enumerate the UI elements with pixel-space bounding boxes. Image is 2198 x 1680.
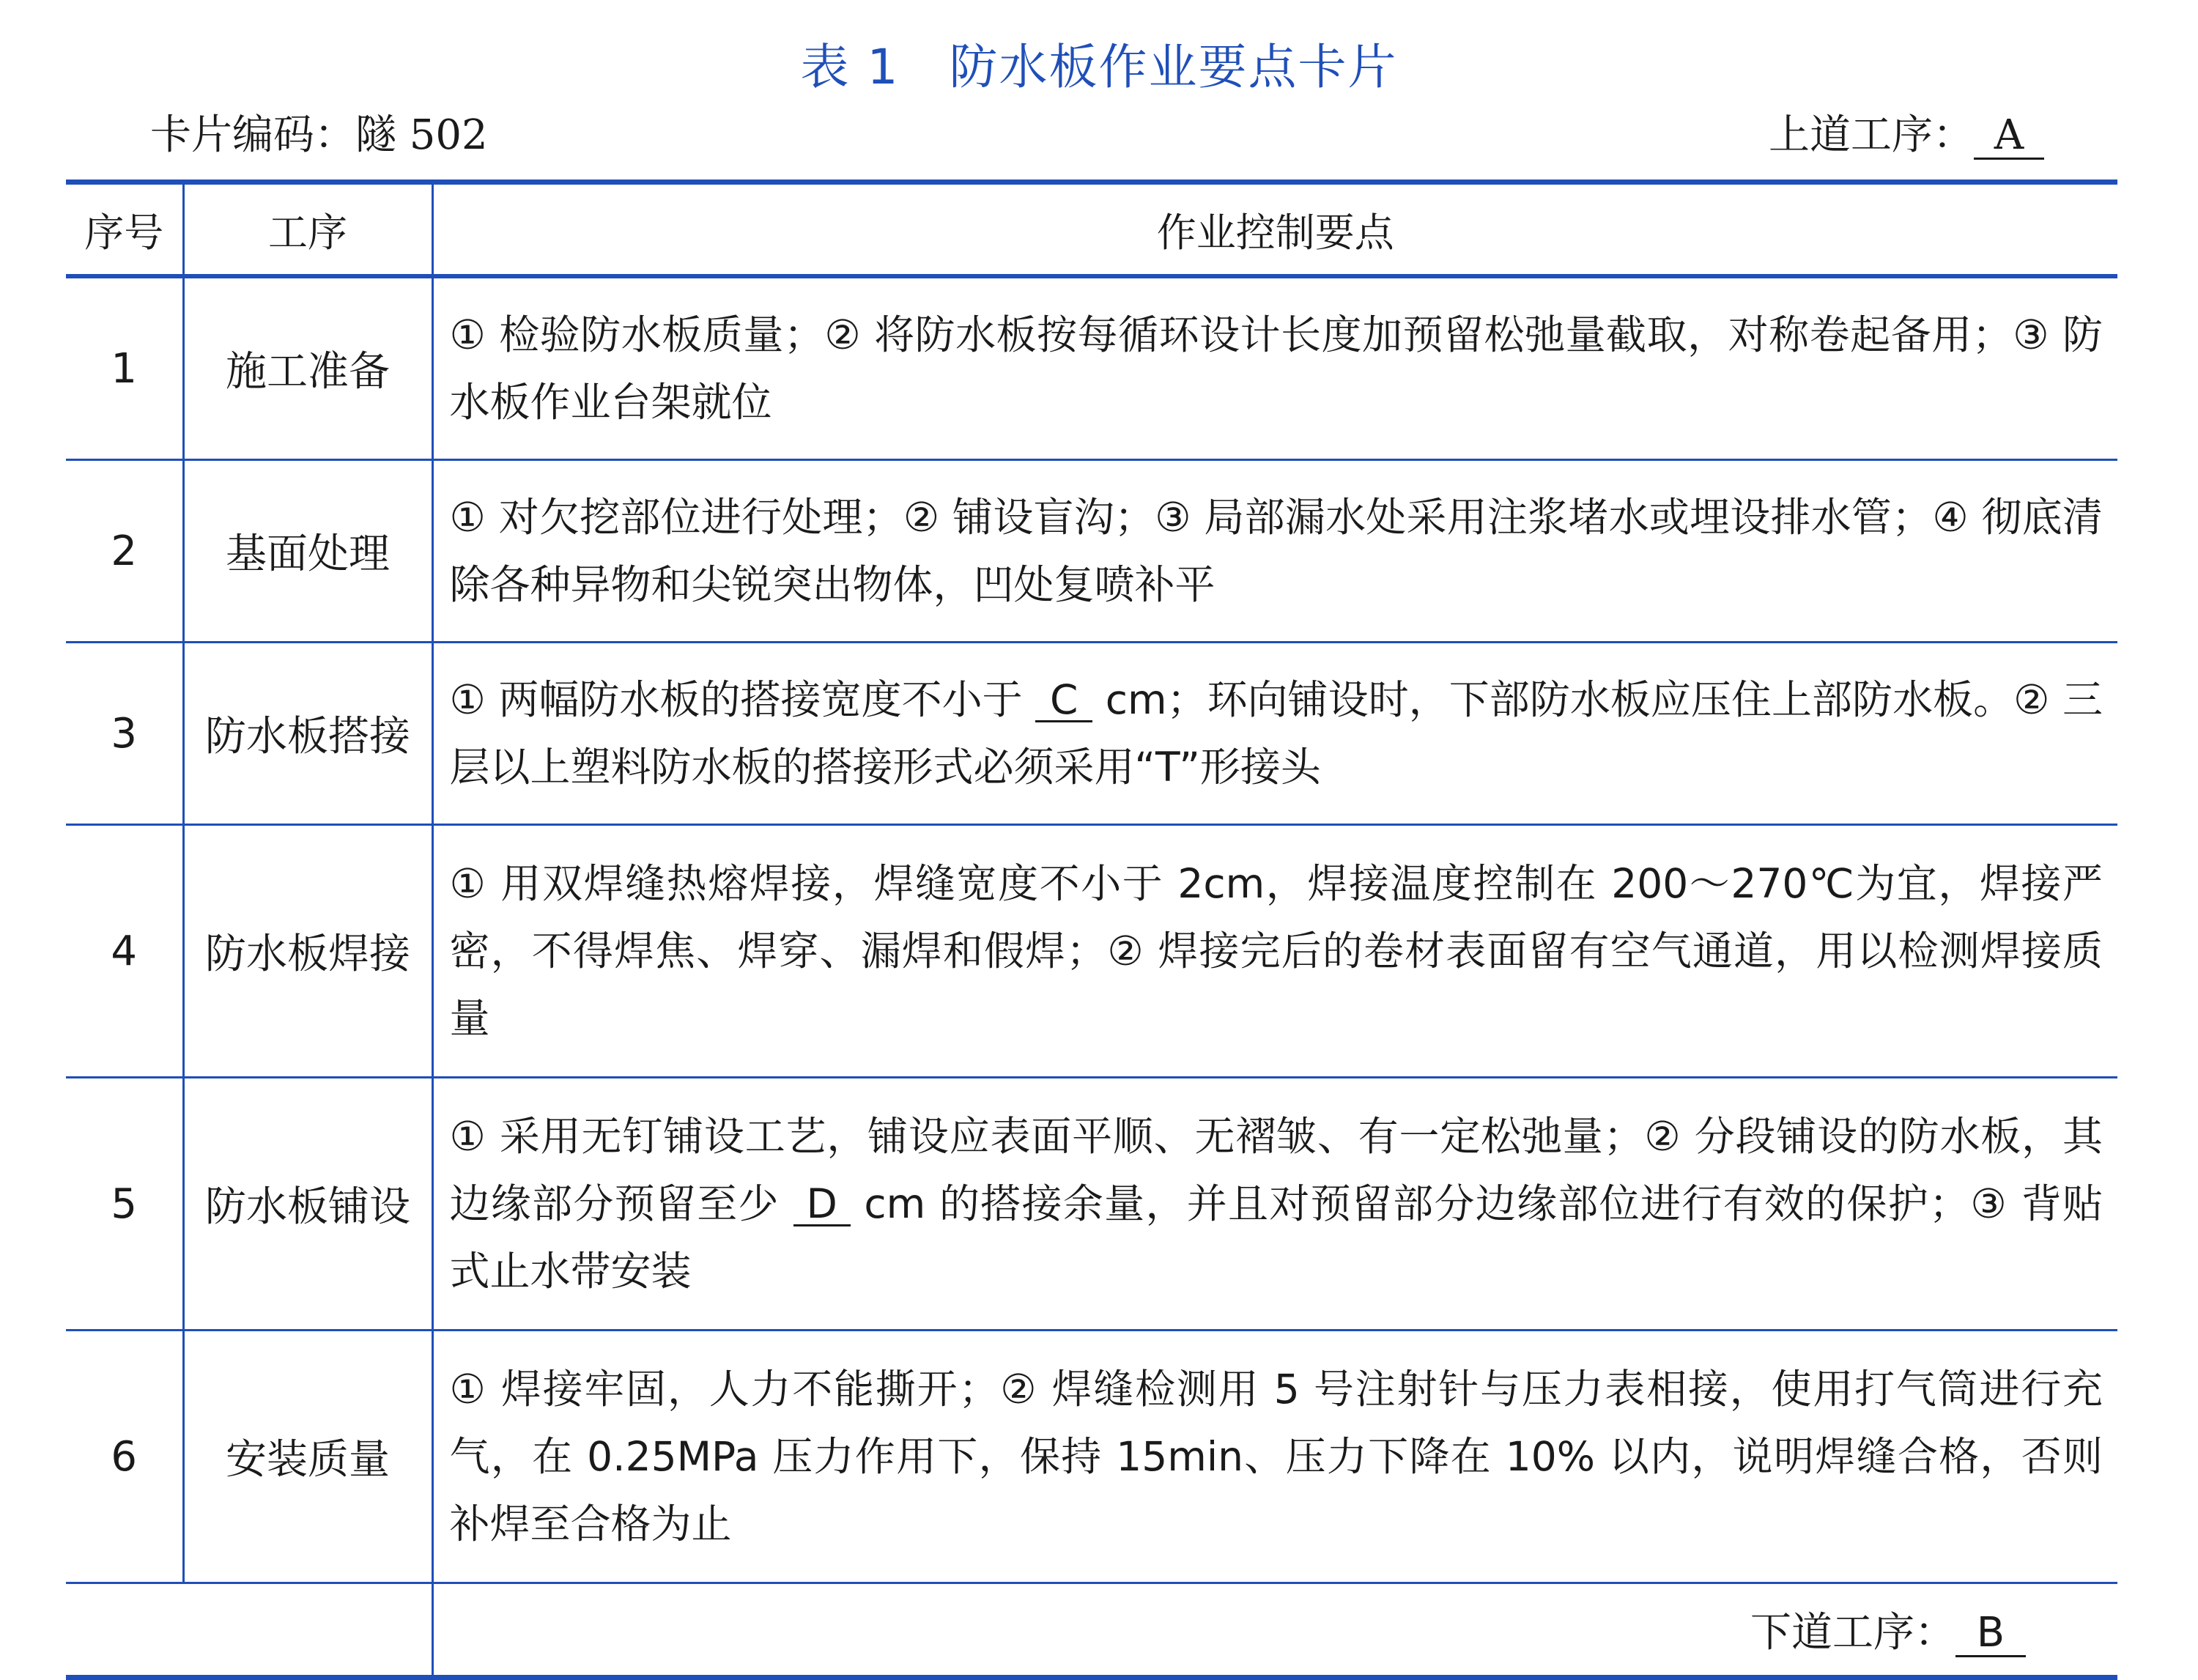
points-text-before: ① 采用无钉铺设工艺，铺设应表面平顺、无褶皱、有一定松弛量；② 分段铺设的防水板，其边缘部分预留至少 [449, 1113, 2103, 1227]
row-number: 5 [66, 1078, 183, 1331]
points-text-after: cm；环向铺设时，下部防水板应压住上部防水板。② 三层以上塑料防水板的搭接形式必须采用“T”形接头 [449, 676, 2103, 791]
next-step-label: 下道工序： [1750, 1609, 1955, 1657]
header-points: 作业控制要点 [432, 182, 2117, 277]
table-row [66, 1331, 2117, 1583]
table-row [66, 276, 2117, 460]
fill-blank: C [1035, 680, 1092, 722]
row-points: ① 焊接牢固，人力不能撕开；② 焊缝检测用 5 号注射针与压力表相接，使用打气筒进行充气，在 0.25MPa 压力作用下，保持 15min、压力下降在 10% 以内，说明焊缝合格，否则补焊至合格为止 [432, 1331, 2117, 1583]
previous-step-label: 上道工序： [1769, 111, 1974, 159]
table-row [66, 643, 2117, 825]
next-step-cell [432, 1583, 2117, 1678]
row-step: 安装质量 [183, 1331, 432, 1583]
points-text-after: cm 的搭接余量，并且对预留部分边缘部位进行有效的保护；③ 背贴式止水带安装 [449, 1180, 2103, 1295]
row-points: ① 对欠挖部位进行处理；② 铺设盲沟；③ 局部漏水处采用注浆堵水或埋设排水管；④ 彻底清除各种异物和尖锐突出物体，凹处复喷补平 [432, 460, 2117, 643]
row-step: 防水板搭接 [183, 643, 432, 825]
row-points [432, 643, 2117, 825]
row-number: 2 [66, 460, 183, 643]
header-no: 序号 [66, 182, 183, 277]
row-points: ① 检验防水板质量；② 将防水板按每循环设计长度加预留松弛量截取，对称卷起备用；③ 防水板作业台架就位 [432, 276, 2117, 460]
row-step: 防水板铺设 [183, 1078, 432, 1331]
row-number: 1 [66, 276, 183, 460]
table-row [66, 460, 2117, 643]
footer-empty-cell [66, 1583, 432, 1678]
previous-step-value: A [1974, 114, 2044, 160]
card-code-label: 卡片编码： [150, 111, 355, 159]
points-text-before: ① 两幅防水板的搭接宽度不小于 [449, 676, 1036, 723]
row-step: 施工准备 [183, 276, 432, 460]
work-points-table [66, 180, 2117, 1680]
row-step: 基面处理 [183, 460, 432, 643]
row-number: 4 [66, 825, 183, 1078]
card-code [150, 103, 488, 161]
header-row [66, 182, 2117, 277]
header-step: 工序 [183, 182, 432, 277]
table-title: 表 1 防水板作业要点卡片 [800, 39, 1398, 95]
table-row [66, 1078, 2117, 1331]
next-step-value: B [1955, 1612, 2026, 1657]
previous-step [1769, 103, 2044, 161]
footer-row [66, 1583, 2117, 1678]
row-step: 防水板焊接 [183, 825, 432, 1078]
row-number: 3 [66, 643, 183, 825]
row-points: ① 用双焊缝热熔焊接，焊缝宽度不小于 2cm，焊接温度控制在 200～270℃为宜，焊接严密，不得焊焦、焊穿、漏焊和假焊；② 焊接完后的卷材表面留有空气通道，用以检测焊接质量 [432, 825, 2117, 1078]
row-number: 6 [66, 1331, 183, 1583]
fill-blank: D [793, 1184, 851, 1226]
card-code-value: 隧 502 [355, 111, 488, 159]
table-row [66, 825, 2117, 1078]
row-points [432, 1078, 2117, 1331]
